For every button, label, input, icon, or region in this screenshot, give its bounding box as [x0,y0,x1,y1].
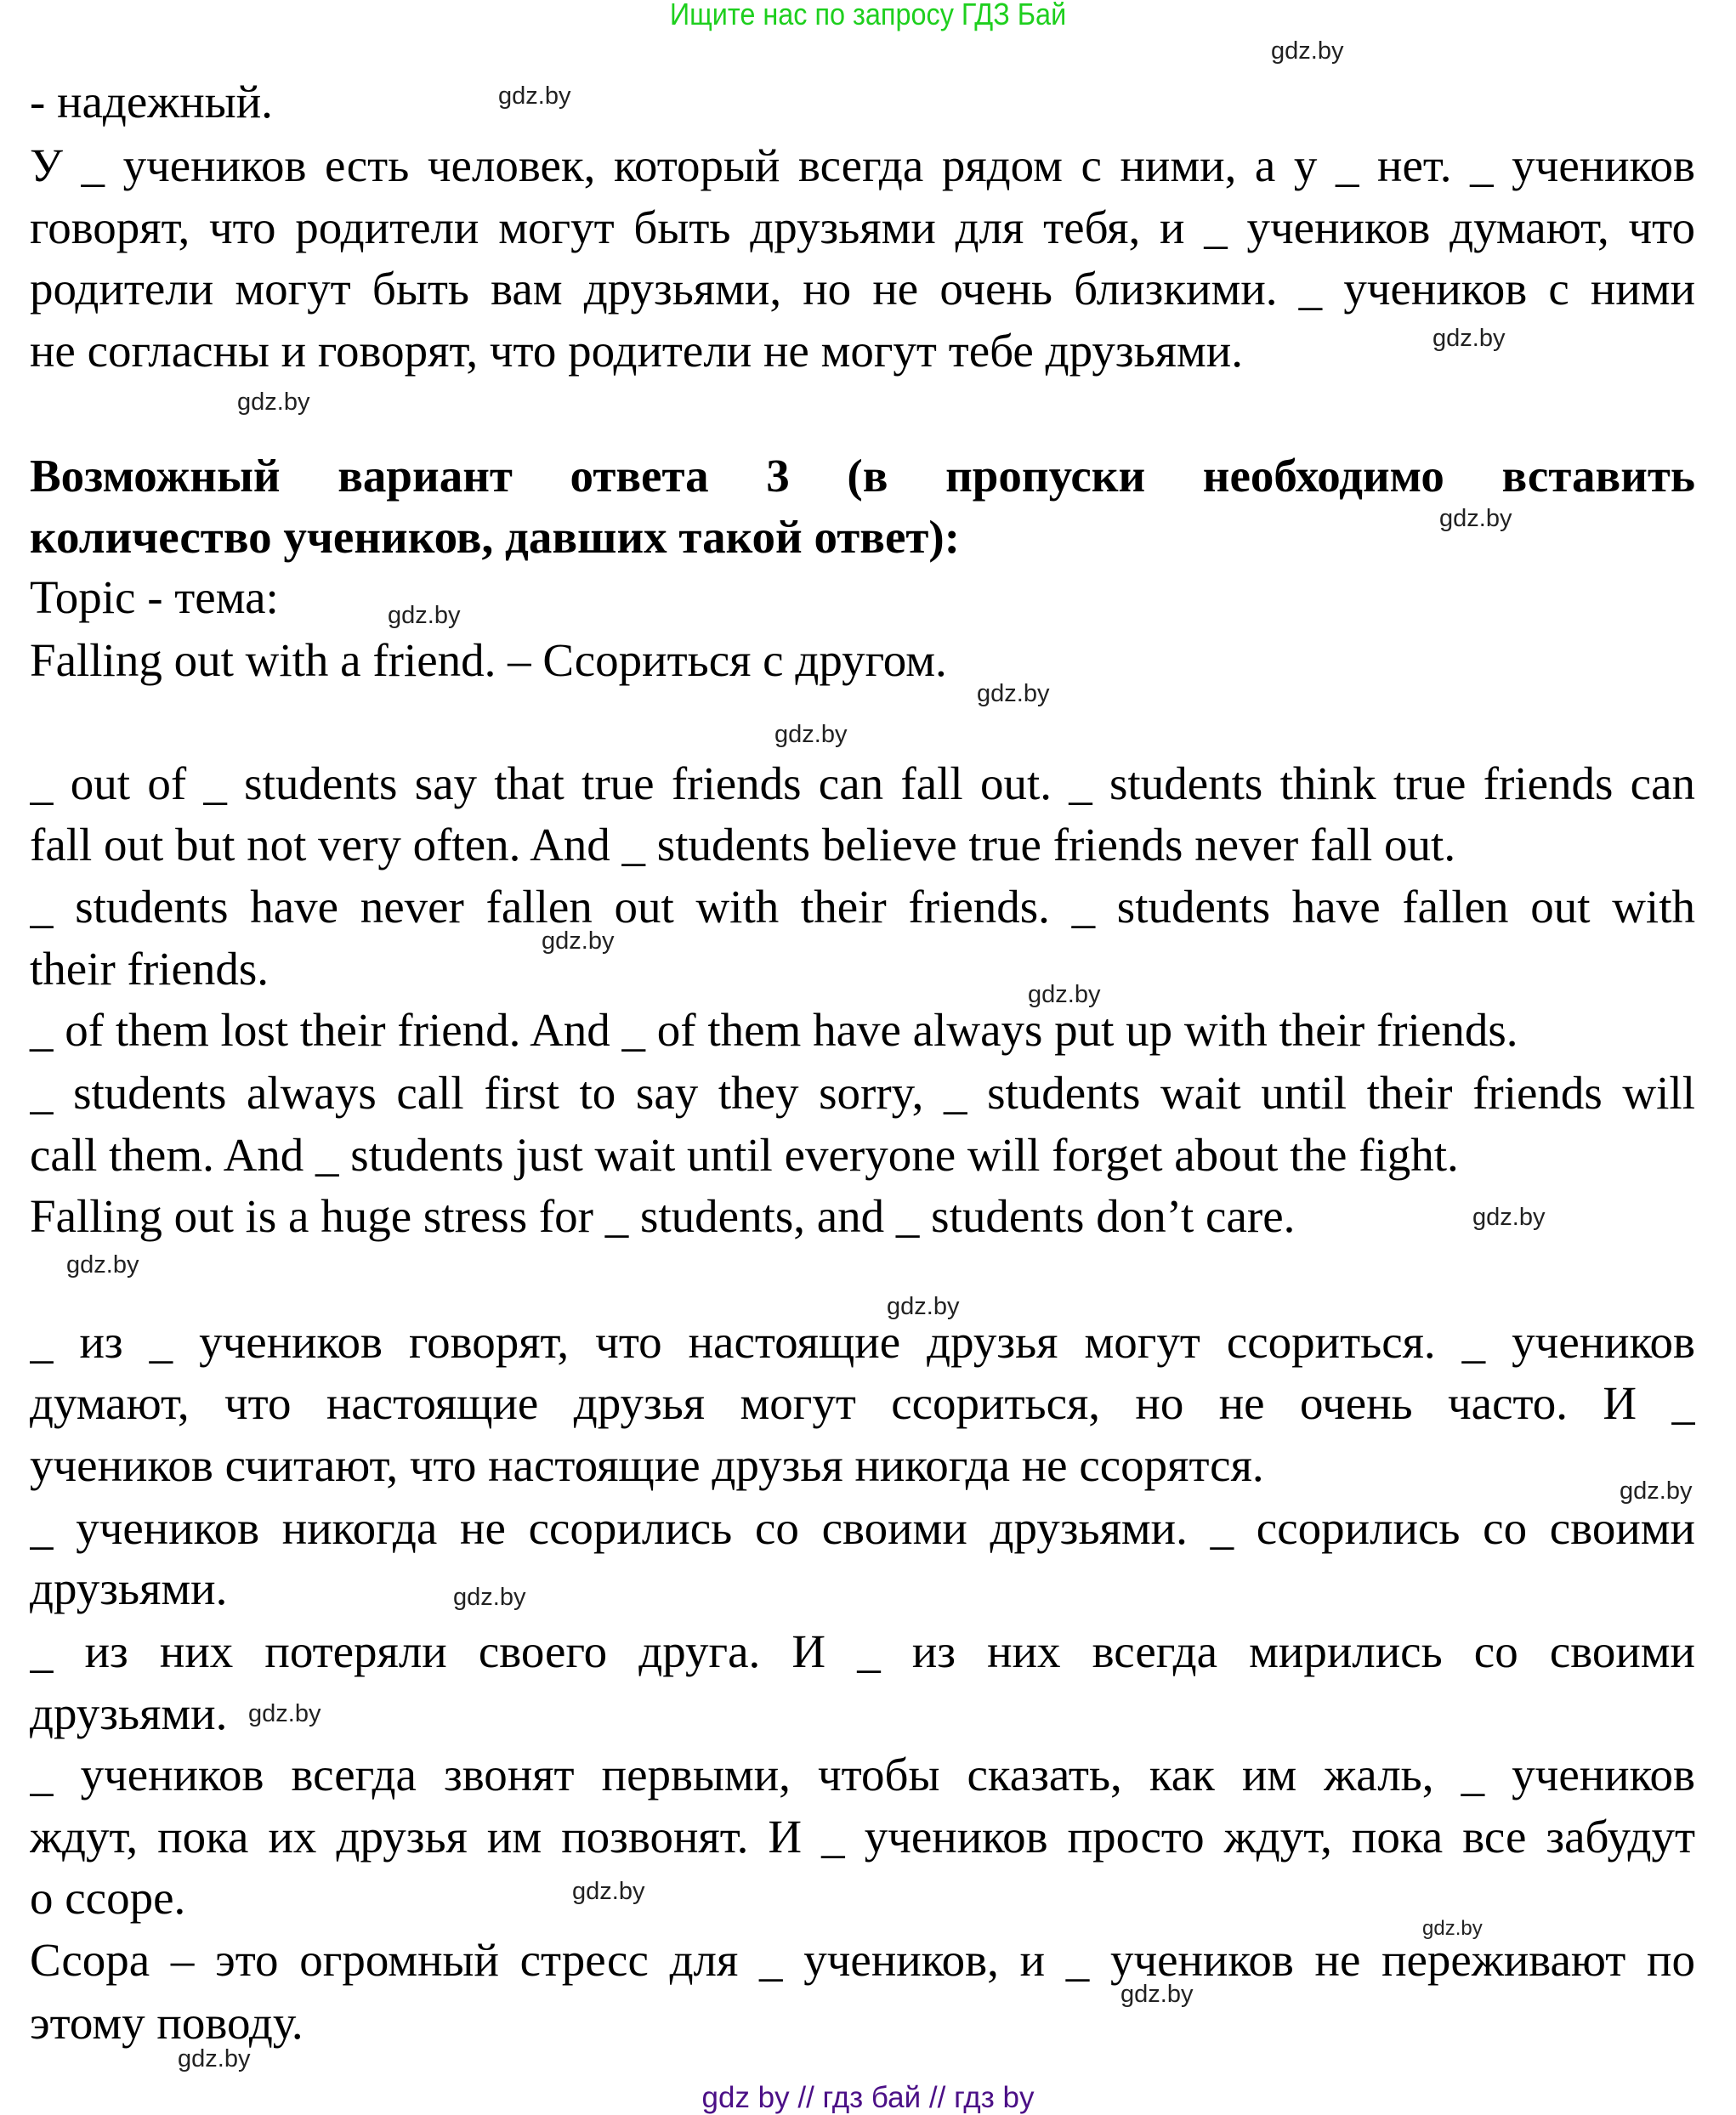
text-line: ждут, пока их друзья им позвонят. И _ учеников просто ждут, пока все забудут [30,1811,1695,1863]
text-line: У _ учеников есть человек, который всегда рядом с ними, а у _ нет. _ учеников [30,139,1695,191]
watermark: gdz.by [887,1293,960,1320]
text-line: о ссоре. [30,1872,186,1924]
text-line: _ из _ учеников говорят, что настоящие друзья могут ссориться. _ учеников [30,1316,1695,1368]
text-line: Falling out is a huge stress for _ students, and _ students don’t care. [30,1190,1296,1242]
watermark: gdz.by [498,82,571,110]
text-line: call them. And _ students just wait until everyone will forget about the fight. [30,1129,1459,1181]
watermark: gdz.by [1422,1917,1483,1940]
text-line: _ учеников никогда не ссорились со своими друзьями. _ ссорились со своими [30,1502,1695,1554]
text-line: _ students have never fallen out with their friends. _ students have fallen out with [30,881,1695,933]
watermark: gdz.by [453,1584,526,1611]
text-line: _ out of _ students say that true friends can fall out. _ students think true friends can [30,757,1695,809]
text-line: _ students always call first to say they sorry, _ students wait until their friends will [30,1067,1695,1119]
text-line: родители могут быть вам друзьями, но не очень близкими. _ учеников с ними [30,263,1695,315]
text-line: учеников считают, что настоящие друзья никогда не ссорятся. [30,1439,1264,1491]
text-line: говорят, что родители могут быть друзьями для тебя, и _ учеников думают, что [30,201,1695,253]
heading-line: количество учеников, давших такой ответ): [30,511,961,563]
watermark: gdz.by [1271,37,1344,65]
watermark: gdz.by [1439,505,1512,532]
watermark: gdz.by [388,602,461,629]
text-line: their friends. [30,943,269,995]
watermark: gdz.by [774,721,848,748]
watermark: gdz.by [1028,981,1101,1008]
text-line: этому поводу. [30,1997,304,2049]
watermark: gdz.by [66,1251,139,1279]
watermark: gdz.by [572,1878,645,1905]
text-line: друзьями. [30,1562,228,1614]
watermark: gdz.by [1472,1204,1546,1231]
text-line: _ из них потеряли своего друга. И _ из них всегда мирились со своими [30,1625,1695,1677]
watermark: gdz.by [248,1700,321,1727]
watermark: gdz.by [977,680,1050,707]
footer-links[interactable]: gdz by // гдз бай // гдз by [701,2081,1035,2114]
watermark: gdz.by [1432,325,1506,352]
watermark: gdz.by [237,388,310,416]
watermark: gdz.by [178,2045,251,2072]
text-line: Falling out with a friend. – Ссориться с другом. [30,634,947,686]
text-line: не согласны и говорят, что родители не могут тебе друзьями. [30,325,1243,377]
text-line: Ссора – это огромный стресс для _ учеников, и _ учеников не переживают по [30,1934,1695,1986]
heading-line: Возможный вариант ответа 3 (в пропуски необходимо вставить [30,450,1695,502]
watermark: gdz.by [542,927,615,955]
text-line: друзьями. [30,1687,228,1739]
watermark: gdz.by [1620,1477,1693,1505]
text-line: _ учеников всегда звонят первыми, чтобы сказать, как им жаль, _ учеников [30,1749,1695,1800]
text-line: - надежный. [30,76,273,128]
text-line: _ of them lost their friend. And _ of them have always put up with their friends. [30,1004,1518,1056]
text-line: fall out but not very often. And _ students believe true friends never fall out. [30,819,1456,870]
text-line: думают, что настоящие друзья могут ссориться, но не очень часто. И _ [30,1377,1695,1429]
search-banner: Ищите нас по запросу ГДЗ Бай [669,0,1067,31]
text-line: Topic - тема: [30,571,279,623]
watermark: gdz.by [1120,1981,1194,2008]
